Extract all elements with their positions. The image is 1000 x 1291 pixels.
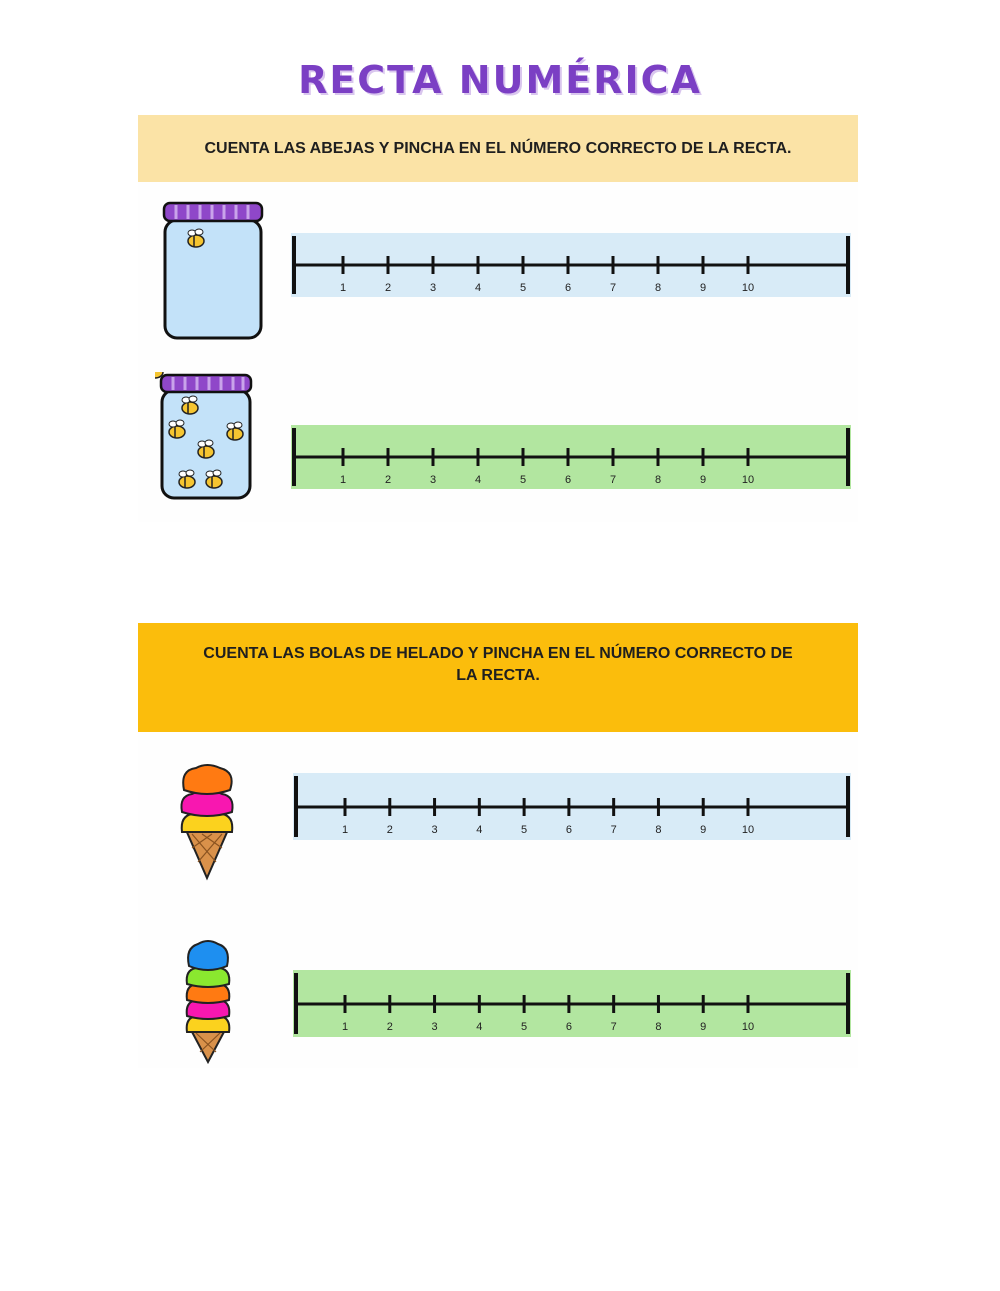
number-option-8[interactable] bbox=[644, 974, 672, 1033]
number-option-2[interactable] bbox=[376, 974, 404, 1033]
number-option-6[interactable] bbox=[555, 777, 583, 836]
tick-label: 4 bbox=[476, 1021, 483, 1033]
tick-label: 9 bbox=[700, 1021, 707, 1033]
number-option-1[interactable] bbox=[329, 429, 357, 486]
tick-label: 1 bbox=[339, 474, 347, 486]
tick-label: 9 bbox=[699, 474, 707, 486]
number-option-9[interactable] bbox=[689, 777, 717, 836]
number-option-9[interactable] bbox=[689, 974, 717, 1033]
bee-jar-icon bbox=[155, 372, 260, 504]
tick-label: 8 bbox=[654, 474, 662, 486]
number-option-9[interactable] bbox=[689, 429, 717, 486]
number-option-4[interactable] bbox=[465, 974, 493, 1033]
bee-icon bbox=[227, 422, 243, 440]
tick-label: 7 bbox=[609, 474, 617, 486]
bee-icon bbox=[179, 470, 195, 488]
tick-label: 5 bbox=[521, 824, 528, 836]
ice-cream-icon bbox=[176, 742, 238, 882]
number-option-7[interactable] bbox=[599, 429, 627, 486]
page-title: RECTA NUMÉRICA bbox=[298, 58, 702, 102]
number-option-9[interactable] bbox=[689, 237, 717, 294]
bee-jar-icon bbox=[158, 200, 268, 345]
number-option-7[interactable] bbox=[600, 974, 628, 1033]
tick-label: 6 bbox=[564, 474, 572, 486]
number-option-6[interactable] bbox=[554, 429, 582, 486]
bee-icon bbox=[169, 420, 185, 438]
tick-label: 4 bbox=[476, 824, 483, 836]
tick-label: 9 bbox=[700, 824, 707, 836]
number-option-8[interactable] bbox=[644, 429, 672, 486]
number-option-7[interactable] bbox=[599, 237, 627, 294]
tick-label: 7 bbox=[609, 282, 617, 294]
tick-label: 8 bbox=[655, 824, 662, 836]
number-line-4 bbox=[293, 970, 851, 1037]
tick-label: 8 bbox=[655, 1021, 662, 1033]
number-option-1[interactable] bbox=[331, 777, 359, 836]
number-option-10[interactable] bbox=[734, 237, 762, 294]
bee-icon bbox=[206, 470, 222, 488]
number-option-8[interactable] bbox=[644, 237, 672, 294]
number-option-3[interactable] bbox=[419, 237, 447, 294]
tick-label: 7 bbox=[610, 824, 617, 836]
number-line-1 bbox=[291, 233, 851, 297]
number-option-10[interactable] bbox=[734, 429, 762, 486]
number-option-3[interactable] bbox=[419, 429, 447, 486]
tick-label: 9 bbox=[699, 282, 707, 294]
number-option-3[interactable] bbox=[421, 974, 449, 1033]
number-option-2[interactable] bbox=[376, 777, 404, 836]
instruction-banner-bees bbox=[138, 115, 858, 182]
tick-label: 6 bbox=[565, 1021, 572, 1033]
number-option-7[interactable] bbox=[600, 777, 628, 836]
tick-label: 3 bbox=[429, 474, 437, 486]
tick-label: 5 bbox=[519, 474, 527, 486]
number-option-5[interactable] bbox=[510, 974, 538, 1033]
number-option-10[interactable] bbox=[734, 974, 762, 1033]
tick-label: 7 bbox=[610, 1021, 617, 1033]
tick-label: 1 bbox=[341, 1021, 349, 1033]
tick-label: 5 bbox=[521, 1021, 528, 1033]
instruction-text-bees: CUENTA LAS ABEJAS Y PINCHA EN EL NÚMERO CORRECTO DE LA RECTA. bbox=[204, 139, 792, 157]
number-option-4[interactable] bbox=[464, 237, 492, 294]
tick-label: 5 bbox=[519, 282, 527, 294]
ice-cream-icon bbox=[183, 918, 233, 1064]
tick-label: 10 bbox=[741, 474, 755, 486]
tick-label: 6 bbox=[564, 282, 572, 294]
number-line-3 bbox=[293, 773, 851, 840]
number-option-1[interactable] bbox=[331, 974, 359, 1033]
tick-label: 2 bbox=[386, 1021, 393, 1033]
tick-label: 1 bbox=[341, 824, 349, 836]
bee-icon bbox=[182, 396, 198, 414]
tick-label: 10 bbox=[741, 1021, 755, 1033]
number-option-10[interactable] bbox=[734, 777, 762, 836]
number-option-5[interactable] bbox=[509, 429, 537, 486]
number-option-3[interactable] bbox=[421, 777, 449, 836]
tick-label: 6 bbox=[565, 824, 572, 836]
tick-label: 3 bbox=[431, 1021, 438, 1033]
number-line-2 bbox=[291, 425, 851, 489]
tick-label: 4 bbox=[474, 282, 482, 294]
tick-label: 3 bbox=[431, 824, 438, 836]
tick-label: 3 bbox=[429, 282, 437, 294]
instruction-banner-ice-cream bbox=[138, 623, 858, 732]
number-option-1[interactable] bbox=[329, 237, 357, 294]
bee-icon bbox=[188, 229, 204, 247]
instruction-text-ice-cream: CUENTA LAS BOLAS DE HELADO Y PINCHA EN EL NÚMERO CORRECTO DE LA RECTA. bbox=[203, 645, 793, 684]
tick-label: 2 bbox=[384, 474, 392, 486]
tick-label: 10 bbox=[741, 824, 755, 836]
number-option-2[interactable] bbox=[374, 429, 402, 486]
number-option-5[interactable] bbox=[509, 237, 537, 294]
number-option-4[interactable] bbox=[465, 777, 493, 836]
number-option-6[interactable] bbox=[554, 237, 582, 294]
tick-label: 10 bbox=[741, 282, 755, 294]
number-option-5[interactable] bbox=[510, 777, 538, 836]
tick-label: 8 bbox=[654, 282, 662, 294]
number-option-2[interactable] bbox=[374, 237, 402, 294]
tick-label: 2 bbox=[386, 824, 393, 836]
number-option-4[interactable] bbox=[464, 429, 492, 486]
number-option-6[interactable] bbox=[555, 974, 583, 1033]
number-option-8[interactable] bbox=[644, 777, 672, 836]
bee-icon bbox=[198, 440, 214, 458]
tick-label: 4 bbox=[474, 474, 482, 486]
tick-label: 2 bbox=[384, 282, 392, 294]
tick-label: 1 bbox=[339, 282, 347, 294]
